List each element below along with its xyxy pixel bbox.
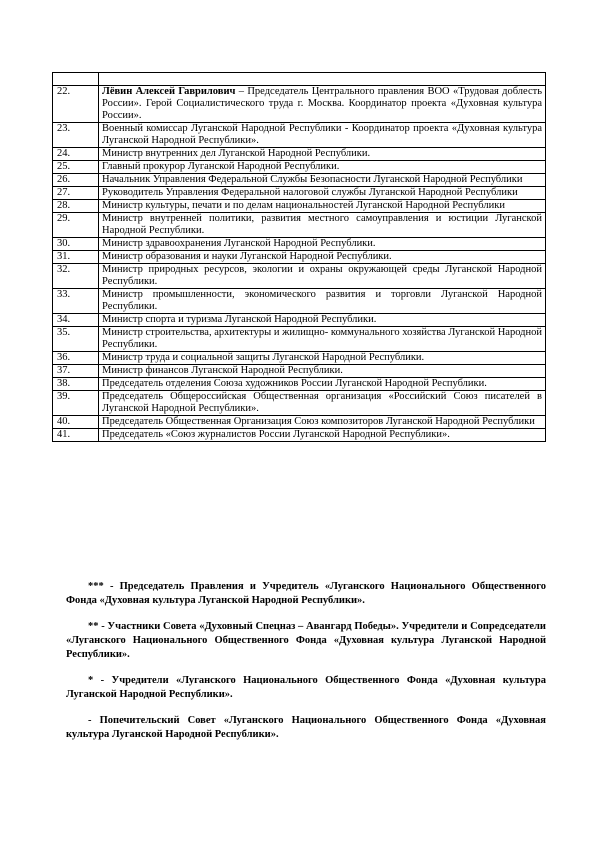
row-description xyxy=(99,161,546,174)
row-description xyxy=(99,86,546,123)
table-row xyxy=(53,238,546,251)
row-description xyxy=(99,327,546,352)
row-description xyxy=(99,352,546,365)
row-number: 22. xyxy=(53,86,99,123)
position-text: Министр промышленности, экономического развития и торговли Луганской Народной Республики. xyxy=(102,289,542,312)
table-row xyxy=(53,86,546,123)
row-description xyxy=(99,365,546,378)
row-description xyxy=(99,148,546,161)
row-number: 34. xyxy=(53,314,99,327)
table-row xyxy=(53,213,546,238)
table-row xyxy=(53,200,546,213)
position-text: Министр культуры, печати и по делам национальностей Луганской Народной Республики xyxy=(102,200,505,211)
row-description xyxy=(99,187,546,200)
row-description xyxy=(99,314,546,327)
table-row xyxy=(53,289,546,314)
table-row xyxy=(53,161,546,174)
position-text: Министр строительства, архитектуры и жилищно- коммунального хозяйства Луганской Народной Республики. xyxy=(102,327,542,350)
row-description xyxy=(99,289,546,314)
position-text: Министр финансов Луганской Народной Республики. xyxy=(102,365,343,376)
row-number: 31. xyxy=(53,251,99,264)
row-number: 25. xyxy=(53,161,99,174)
row-description xyxy=(99,238,546,251)
table-row xyxy=(53,264,546,289)
position-text: Министр спорта и туризма Луганской Народной Республики. xyxy=(102,314,377,325)
footnote: - Попечительский Совет «Луганского Национального Общественного Фонда «Духовная культура Луганской Народной Республики». xyxy=(66,715,546,740)
row-description xyxy=(99,378,546,391)
row-number: 41. xyxy=(53,429,99,442)
position-text: Военный комиссар Луганской Народной Республики - Координатор проекта «Духовная культура Луганской Народной Республики». xyxy=(102,123,542,146)
table-row xyxy=(53,378,546,391)
position-text: Начальник Управления Федеральной Службы Безопасности Луганской Народной Республики xyxy=(102,174,523,185)
footnote: ** - Участники Совета «Духовный Спецназ – Авангард Победы». Учредители и Сопредседатели «Луганского Национального Общественного Фонда «Духовная культура Луганской Народной Республики». xyxy=(66,621,546,660)
footnote: *** - Председатель Правления и Учредитель «Луганского Национального Общественного Фонда «Духовная культура Луганской Народной Республики». xyxy=(66,581,546,606)
table-row xyxy=(53,187,546,200)
table-row xyxy=(53,174,546,187)
row-description xyxy=(99,251,546,264)
row-number: 37. xyxy=(53,365,99,378)
row-number: 26. xyxy=(53,174,99,187)
row-number: 24. xyxy=(53,148,99,161)
row-description xyxy=(99,264,546,289)
position-text: Министр труда и социальной защиты Луганской Народной Республики. xyxy=(102,352,425,363)
position-text: – Председатель Центрального правления ВОО «Трудовая доблесть России». Герой Социалистического труда г. Москва. Координатор проекта «Духовная культура России». xyxy=(102,86,543,121)
footnotes xyxy=(66,580,546,754)
row-number: 38. xyxy=(53,378,99,391)
row-number-cell xyxy=(53,73,99,86)
row-number: 39. xyxy=(53,391,99,416)
row-number: 33. xyxy=(53,289,99,314)
table-row xyxy=(53,123,546,148)
row-description xyxy=(99,416,546,429)
row-number: 35. xyxy=(53,327,99,352)
row-number: 29. xyxy=(53,213,99,238)
position-text: Председатель отделения Союза художников России Луганской Народной Республики. xyxy=(102,378,487,389)
row-description-cell xyxy=(99,73,546,86)
footnote: * - Учредители «Луганского Национального Общественного Фонда «Духовная культура Луганской Народной Республики». xyxy=(66,675,546,700)
row-number: 27. xyxy=(53,187,99,200)
members-table xyxy=(52,72,546,442)
position-text: Председатель Общественная Организация Союз композиторов Луганской Народной Республики xyxy=(102,416,535,427)
table-row xyxy=(53,352,546,365)
position-text: Председатель Общероссийская Общественная организация «Российский Союз писателей в Луганской Народной Республики». xyxy=(102,391,542,414)
row-description xyxy=(99,174,546,187)
row-number: 36. xyxy=(53,352,99,365)
row-description xyxy=(99,200,546,213)
position-text: Председатель «Союз журналистов России Луганской Народной Республики». xyxy=(102,429,450,440)
table-row-empty xyxy=(53,73,546,86)
row-number: 28. xyxy=(53,200,99,213)
position-text: Министр природных ресурсов, экологии и охраны окружающей среды Луганской Народной Республики. xyxy=(102,264,542,287)
row-number: 40. xyxy=(53,416,99,429)
table-row xyxy=(53,314,546,327)
row-description xyxy=(99,213,546,238)
row-description xyxy=(99,123,546,148)
position-text: Министр образования и науки Луганской Народной Республики. xyxy=(102,251,392,262)
table-row xyxy=(53,327,546,352)
table-row xyxy=(53,148,546,161)
row-description xyxy=(99,391,546,416)
position-text: Главный прокурор Луганской Народной Республики. xyxy=(102,161,340,172)
position-text: Министр внутренних дел Луганской Народной Республики. xyxy=(102,148,371,159)
person-name: Лёвин Алексей Гаврилович xyxy=(102,86,236,97)
table-row xyxy=(53,365,546,378)
row-number: 30. xyxy=(53,238,99,251)
position-text: Руководитель Управления Федеральной налоговой службы Луганской Народной Республики xyxy=(102,187,518,198)
row-description xyxy=(99,429,546,442)
table-row xyxy=(53,251,546,264)
table-row xyxy=(53,391,546,416)
position-text: Министр здравоохранения Луганской Народной Республики. xyxy=(102,238,376,249)
table-row xyxy=(53,416,546,429)
table-row xyxy=(53,429,546,442)
row-number: 23. xyxy=(53,123,99,148)
position-text: Министр внутренней политики, развития местного самоуправления и юстиции Луганской Народной Республики. xyxy=(102,213,542,236)
row-number: 32. xyxy=(53,264,99,289)
